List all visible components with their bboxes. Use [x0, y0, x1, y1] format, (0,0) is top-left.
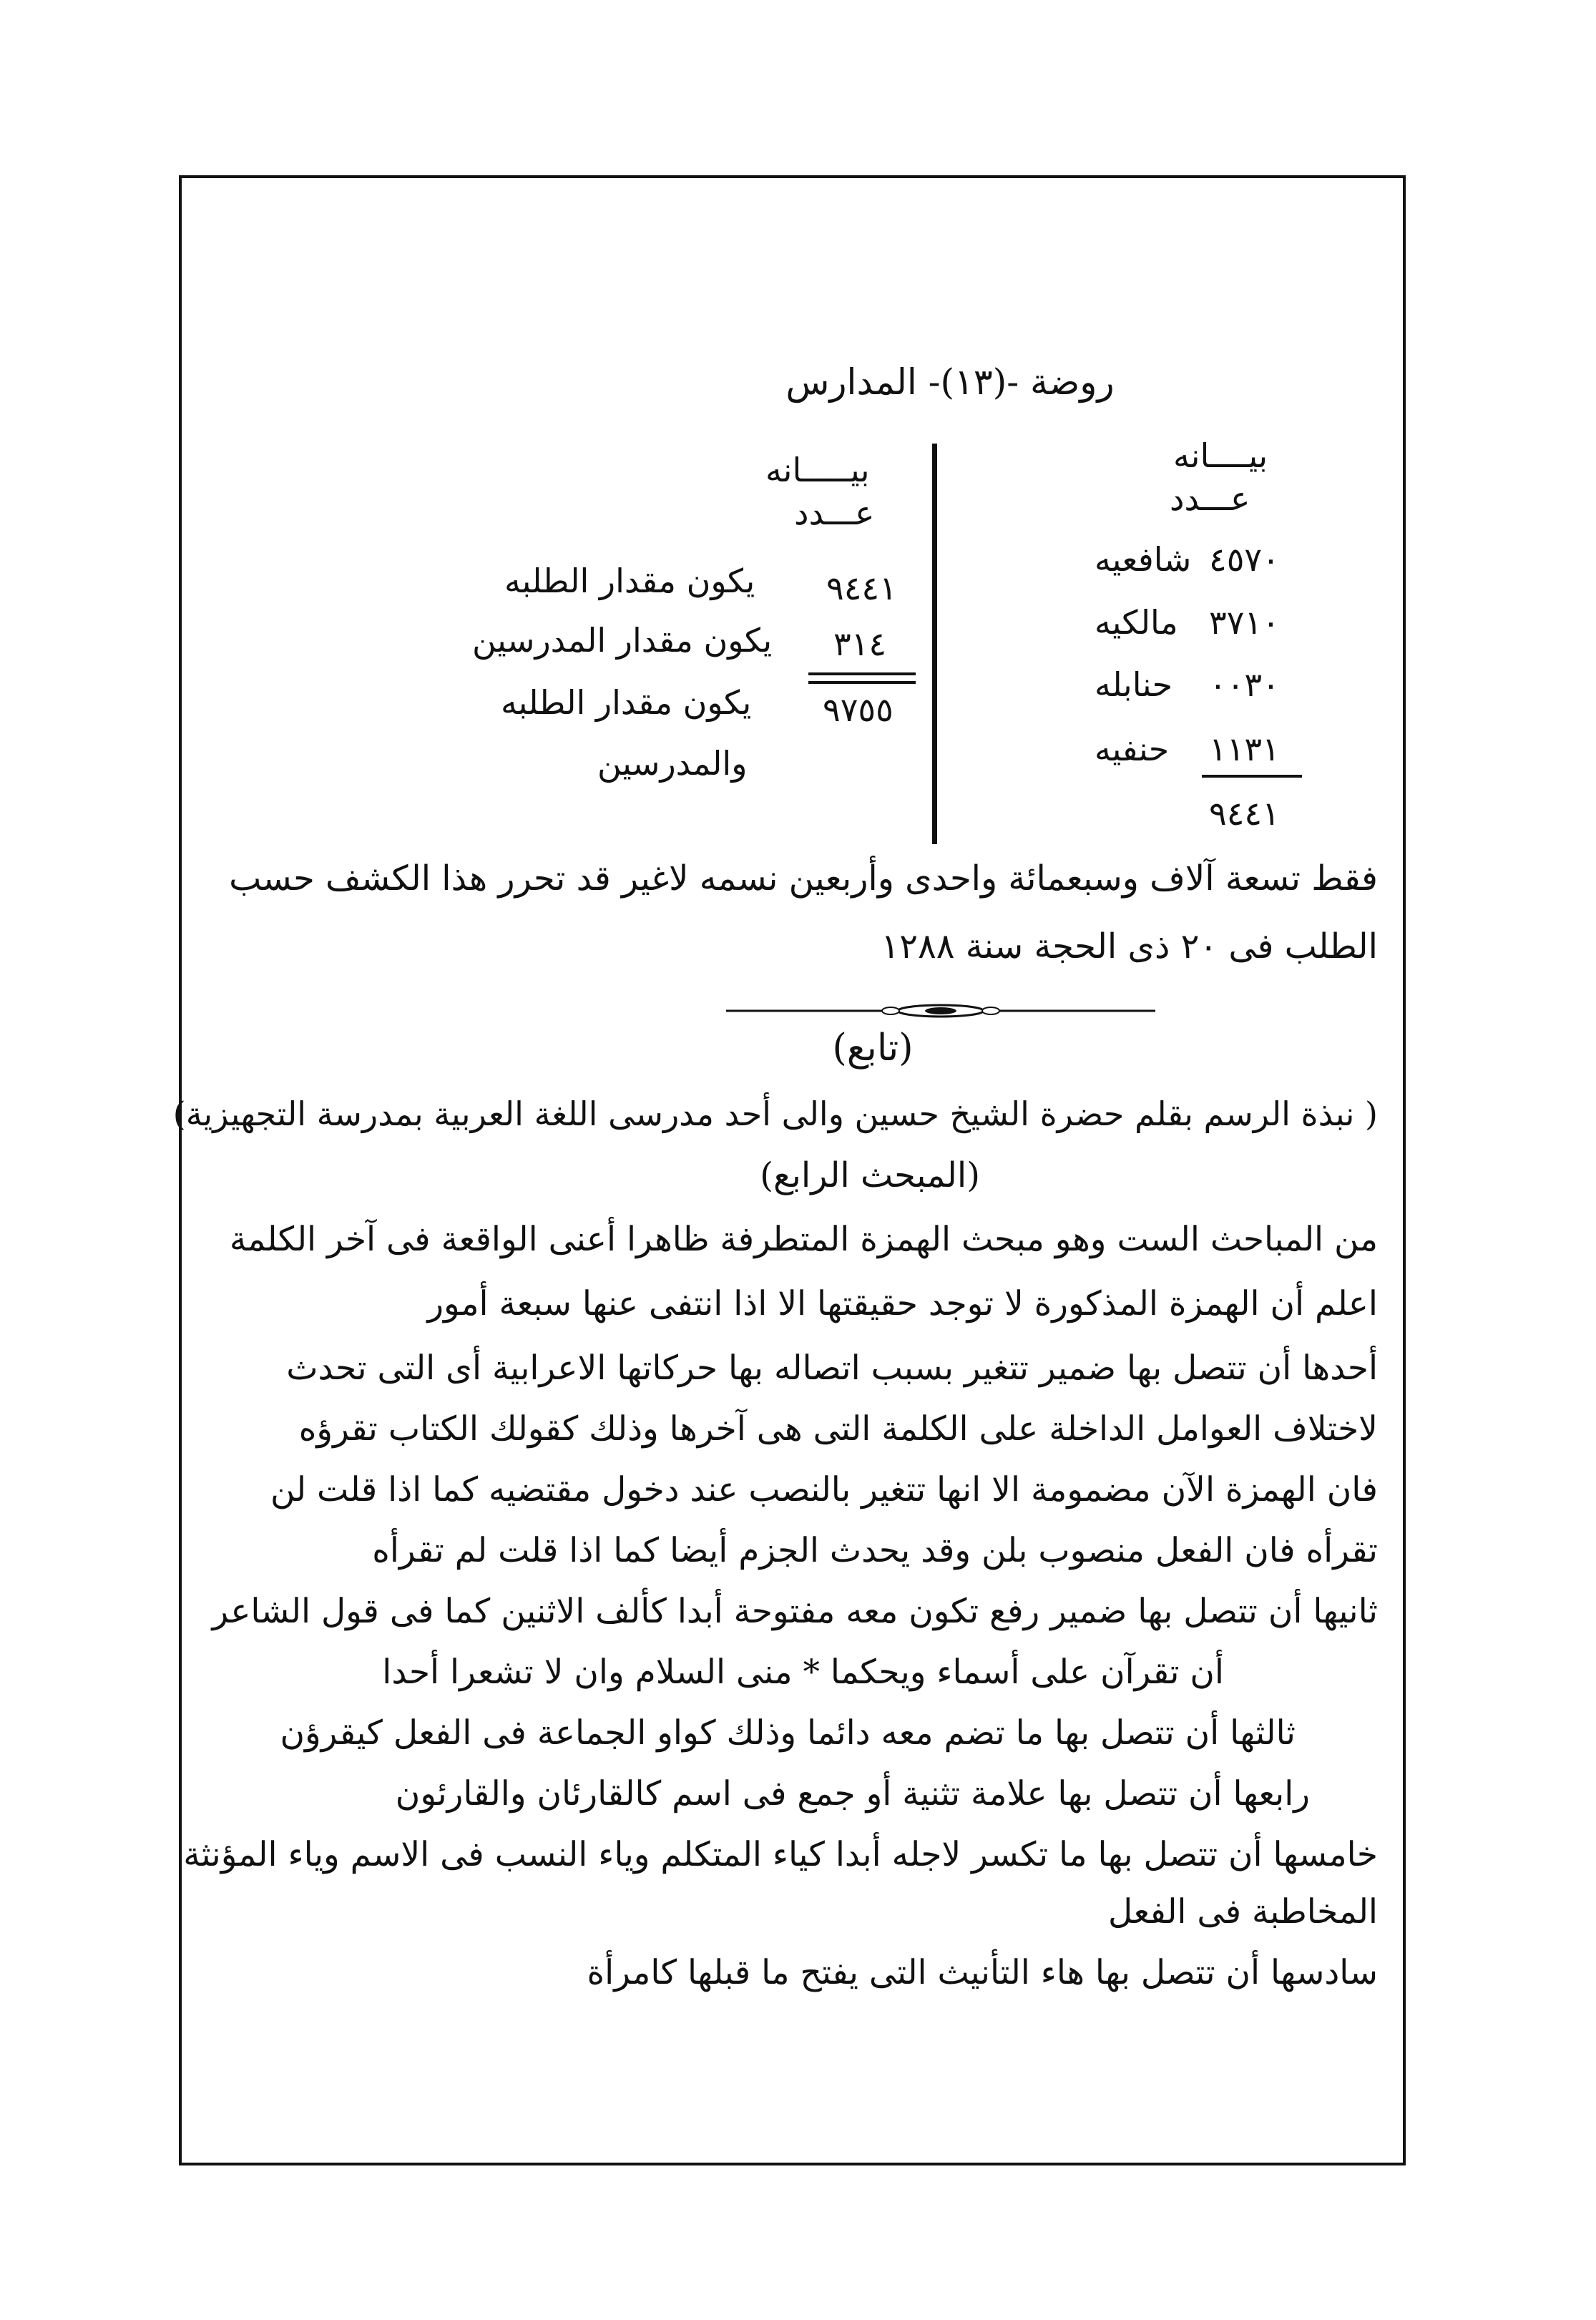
right-row-3-label: حنابله: [1095, 665, 1173, 704]
body-line-3: أحدها أن تتصل بها ضمير تتغير بسبب اتصاله بها حركاتها الاعرابية أى التى تحدث: [286, 1349, 1378, 1388]
right-row-4-num: ١١٣١: [1209, 730, 1280, 768]
body-line-10: رابعها أن تتصل بها علامة تثنية أو جمع فى اسم كالقارئان والقارئون: [395, 1774, 1310, 1814]
body-line-5: فان الهمزة الآن مضمومة الا انها تتغير بالنصب عند دخول مقتضيه كما اذا قلت لن: [270, 1470, 1378, 1509]
body-line-12: المخاطبة فى الفعل: [1108, 1892, 1378, 1932]
middle-col-title-1: بيـــــانه: [765, 451, 870, 489]
right-col-title-2: عـــدد: [1170, 479, 1250, 518]
middle-rule-2: [808, 681, 916, 684]
right-row-1-num: ٤٥٧٠: [1209, 540, 1280, 579]
body-line-4: لاختلاف العوامل الداخلة على الكلمة التى هى آخرها وذلك كقولك الكتاب تقرؤه: [298, 1409, 1378, 1449]
right-row-2-label: مالكيه: [1095, 603, 1178, 642]
right-col-title-1: بيــــانه: [1173, 436, 1268, 475]
ornament-divider: [726, 1004, 1155, 1018]
column-divider: [932, 444, 937, 844]
page-header: روضة -(١٣)- المدارس: [785, 361, 1115, 403]
body-line-1: من المباحث الست وهو مبحث الهمزة المتطرفة ظاهرا أعنى الواقعة فى آخر الكلمة: [229, 1220, 1378, 1259]
left-label-4: والمدرسين: [597, 744, 748, 783]
body-line-6: تقرأه فان الفعل منصوب بلن وقد يحدث الجزم أيضا كما اذا قلت لم تقرأه: [372, 1531, 1378, 1570]
subtitle: ( نبذة الرسم بقلم حضرة الشيخ حسين والى أحد مدرسى اللغة العربية بمدرسة التجهيزية): [172, 1095, 1378, 1133]
middle-rule-1: [808, 672, 916, 675]
body-line-13: سادسها أن تتصل بها هاء التأنيث التى يفتح ما قبلها كامرأة: [587, 1953, 1378, 1992]
right-row-4-label: حنفيه: [1095, 730, 1170, 768]
left-label-3: يكون مقدار الطلبه: [501, 683, 752, 722]
middle-col-title-2: عـــدد: [794, 494, 875, 532]
section-heading: (المبحث الرابع): [760, 1155, 980, 1195]
right-row-2-num: ٣٧١٠: [1209, 603, 1280, 642]
section-title: (تابع): [832, 1027, 914, 1070]
summary-line-1: فقط تسعة آلاف وسبعمائة واحدى وأربعين نسمه لاغير قد تحرر هذا الكشف حسب: [229, 858, 1378, 899]
body-line-11: خامسها أن تتصل بها ما تكسر لاجله أبدا كياء المتكلم وياء النسب فى الاسم وياء المؤنثة: [183, 1835, 1378, 1874]
left-label-1: يكون مقدار الطلبه: [504, 562, 755, 600]
body-line-2: اعلم أن الهمزة المذكورة لا توجد حقيقتها الا اذا انتفى عنها سبعة أمور: [427, 1284, 1378, 1323]
left-label-2: يكون مقدار المدرسين: [472, 621, 773, 660]
middle-value-2: ٣١٤: [833, 625, 887, 663]
summary-line-2: الطلب فى ٢٠ ذى الحجة سنة ١٢٨٨: [881, 926, 1378, 966]
total-rule: [1202, 775, 1302, 778]
right-row-1-label: شافعيه: [1095, 540, 1192, 579]
verse-line: أن تقرآن على أسماء ويحكما * منى السلام وان لا تشعرا أحدا: [382, 1653, 1224, 1692]
middle-value-1: ٩٤٤١: [826, 569, 897, 607]
right-row-3-num: ٠٠٣٠: [1209, 665, 1280, 704]
right-total: ٩٤٤١: [1209, 794, 1280, 833]
body-line-7: ثانيها أن تتصل بها ضمير رفع تكون معه مفتوحة أبدا كألف الاثنين كما فى قول الشاعر: [212, 1592, 1378, 1631]
body-line-9: ثالثها أن تتصل بها ما تضم معه دائما وذلك كواو الجماعة فى الفعل كيقرؤن: [280, 1713, 1296, 1753]
middle-value-3: ٩٧٥٥: [823, 690, 894, 729]
